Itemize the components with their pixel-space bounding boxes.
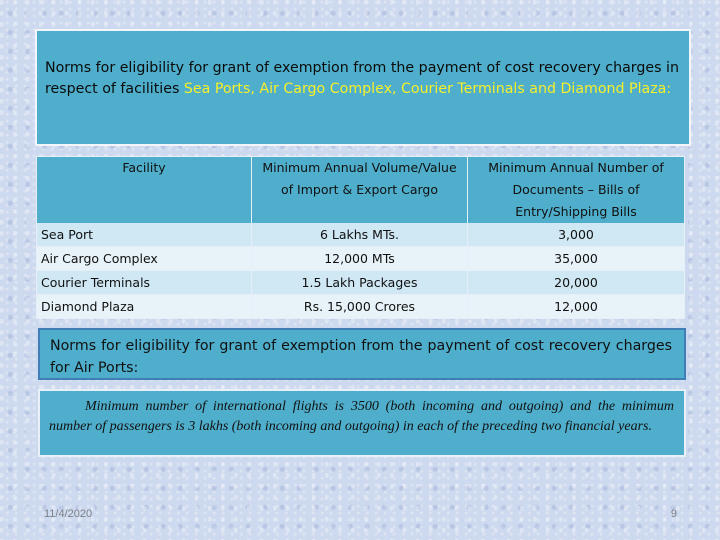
table-row	[37, 223, 685, 247]
table-header-row	[37, 157, 685, 224]
facility-cell: Sea Port	[37, 223, 252, 247]
facility-cell: Air Cargo Complex	[37, 247, 252, 271]
volume-cell: 12,000 MTs	[252, 247, 468, 271]
facilities-table	[36, 156, 685, 319]
table-row	[37, 271, 685, 295]
volume-cell: Rs. 15,000 Crores	[252, 295, 468, 319]
air-ports-rule-box	[38, 389, 686, 457]
slide-title	[45, 58, 679, 100]
table-row	[37, 295, 685, 319]
volume-cell: 1.5 Lakh Packages	[252, 271, 468, 295]
air-ports-heading: Norms for eligibility for grant of exemption from the payment of cost recovery charges for Air Ports:	[50, 338, 672, 376]
documents-cell: 12,000	[468, 295, 685, 319]
documents-cell: 3,000	[468, 223, 685, 247]
header-documents: Minimum Annual Number of Documents – Bills of Entry/Shipping Bills	[468, 157, 685, 224]
documents-cell: 35,000	[468, 247, 685, 271]
title-text-prefix: Norms for eligibility for grant of exemption from the payment of cost recovery charges in respect of facilities	[45, 60, 679, 97]
title-box	[35, 29, 691, 146]
header-facility: Facility	[37, 157, 252, 224]
facility-cell: Diamond Plaza	[37, 295, 252, 319]
page-number: 9	[670, 508, 677, 520]
footer-date: 11/4/2020	[44, 508, 93, 520]
air-ports-rule: Minimum number of international flights is 3500 (both incoming and outgoing) and the minimum number of passengers is 3 lakhs (both incoming and outgoing) in each of the preceding two financial years.	[49, 399, 674, 434]
facility-cell: Courier Terminals	[37, 271, 252, 295]
table-row	[37, 247, 685, 271]
documents-cell: 20,000	[468, 271, 685, 295]
volume-cell: 6 Lakhs MTs.	[252, 223, 468, 247]
title-highlight: Sea Ports, Air Cargo Complex, Courier Terminals and Diamond Plaza:	[183, 81, 672, 97]
header-volume: Minimum Annual Volume/Value of Import & Export Cargo	[252, 157, 468, 224]
air-ports-heading-box	[38, 328, 686, 380]
